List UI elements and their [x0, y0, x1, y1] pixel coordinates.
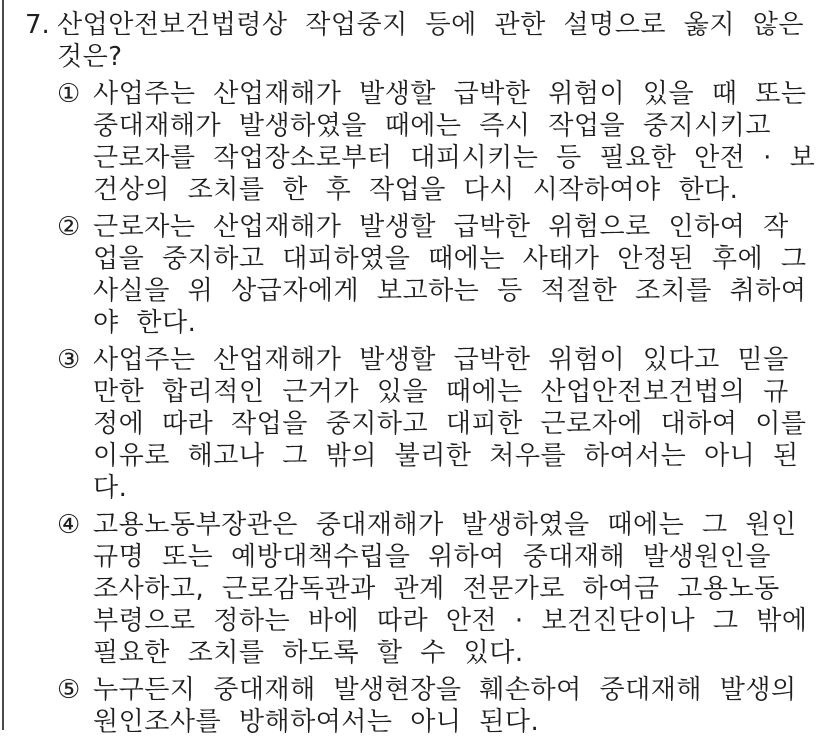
option-marker: ②: [57, 212, 81, 242]
option-marker: ①: [57, 79, 81, 109]
text-line: 만한 합리적인 근거가 있을 때에는 산업안전보건법의 규: [93, 377, 789, 407]
option-marker: ④: [57, 510, 81, 540]
option-text: [93, 211, 822, 339]
option-item: [57, 674, 822, 738]
option-marker: ③: [57, 345, 81, 375]
text-line: 야 한다.: [93, 308, 197, 338]
left-border-line: [2, 0, 4, 730]
question-text: [57, 9, 822, 73]
option-marker: ⑤: [57, 675, 81, 705]
options-list: [57, 78, 822, 738]
text-line: 산업안전보건법령상 작업중지 등에 관한 설명으로 옳지 않은: [57, 10, 804, 40]
text-line: 업을 중지하고 대피하였을 때에는 사태가 안정된 후에 그: [93, 244, 807, 274]
text-line: 이유로 해고나 그 밖의 불리한 처우를 하여서는 아니 된: [93, 441, 799, 471]
question-number: 7.: [25, 10, 50, 40]
option-item: [57, 211, 822, 339]
text-line: 건상의 조치를 한 후 작업을 다시 시작하여야 한다.: [93, 175, 739, 205]
text-line: 고용노동부장관은 중대재해가 발생하였을 때에는 그 원인: [93, 510, 797, 540]
option-text: [93, 344, 822, 504]
question-block: [25, 9, 822, 738]
text-line: 누구든지 중대재해 발생현장을 훼손하여 중대재해 발생의: [93, 675, 797, 705]
text-line: 필요한 조치를 하도록 할 수 있다.: [93, 638, 524, 668]
option-item: [57, 78, 822, 206]
option-item: [57, 344, 822, 504]
text-line: 다.: [93, 473, 128, 503]
text-line: 조사하고, 근로감독관과 관계 전문가로 하여금 고용노동: [93, 574, 780, 604]
text-line: 사업주는 산업재해가 발생할 급박한 위험이 있다고 믿을: [93, 345, 789, 375]
question-header: [25, 9, 822, 73]
text-line: 것은?: [57, 42, 123, 72]
text-line: 근로자를 작업장소로부터 대피시키는 등 필요한 안전 · 보: [93, 143, 816, 173]
option-item: [57, 509, 822, 669]
text-line: 중대재해가 발생하였을 때에는 즉시 작업을 중지시키고: [93, 111, 771, 141]
option-text: [93, 509, 822, 669]
text-line: 규명 또는 예방대책수립을 위하여 중대재해 발생원인을: [93, 542, 771, 572]
text-line: 근로자는 산업재해가 발생할 급박한 위험으로 인하여 작: [93, 212, 789, 242]
text-line: 원인조사를 방해하여서는 아니 된다.: [93, 707, 540, 737]
text-line: 부령으로 정하는 바에 따라 안전 · 보건진단이나 그 밖에: [93, 606, 808, 636]
option-text: [93, 674, 822, 738]
text-line: 정에 따라 작업을 중지하고 대피한 근로자에 대하여 이를: [93, 409, 807, 439]
text-line: 사실을 위 상급자에게 보고하는 등 적절한 조치를 취하여: [93, 276, 807, 306]
text-line: 사업주는 산업재해가 발생할 급박한 위험이 있을 때 또는: [93, 79, 807, 109]
option-text: [93, 78, 822, 206]
